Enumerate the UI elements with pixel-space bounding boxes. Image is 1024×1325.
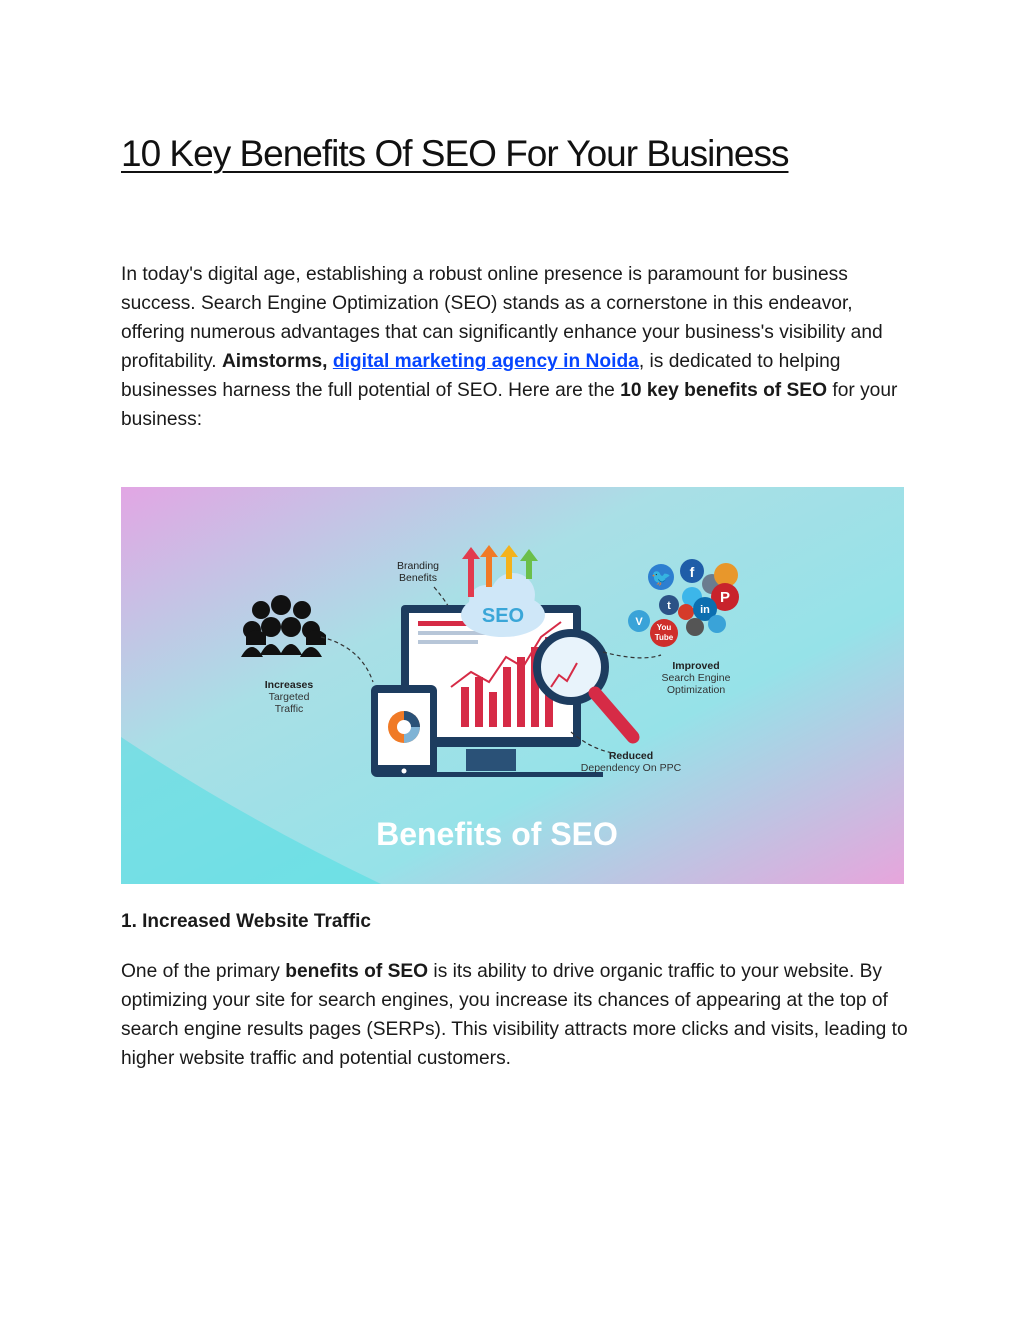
section-1-bold: benefits of SEO [285,961,429,982]
svg-text:in: in [700,604,710,616]
page-title: 10 Key Benefits Of SEO For Your Business [121,133,789,174]
improved-label: Improved [672,660,720,672]
optimization-label: Optimization [666,684,726,696]
agency-link[interactable]: digital marketing agency in Noida [332,351,639,372]
branding-label: Branding [396,560,440,572]
intro-text-2: , is dedicated to helping businesses harness the full potential of SEO. Here are the [121,351,841,401]
tablet-pie-icon [371,685,437,777]
dependency-label: Dependency On PPC [580,762,682,774]
traffic-label: Traffic [274,703,304,715]
targeted-label: Targeted [268,691,310,703]
reduced-label: Reduced [608,750,654,762]
intro-text-3: for your business: [121,380,898,430]
svg-text:t: t [667,600,671,612]
youtube-tube-label: Tube [654,633,674,642]
brand-name: Aimstorms, [221,351,328,372]
image-caption: Benefits of SEO [376,816,618,852]
svg-text:V: V [635,616,643,628]
intro-text: In today's digital age, establishing a robust online presence is paramount for business success. Search Engine Optimization (SEO) stands as a cornerstone in this endeavor, offering numerous advantages that can significantly enhance your business's visibility and profitability. [121,264,883,372]
svg-text:🐦: 🐦 [651,570,671,587]
section-1-heading: 1. Increased Website Traffic [121,911,371,932]
increases-label: Increases [264,679,314,691]
svg-text:P: P [719,589,731,606]
search-engine-label: Search Engine [661,672,731,684]
youtube-you-label: You [656,623,672,632]
svg-text:f: f [689,564,695,580]
benefits-label: Benefits [399,572,437,584]
section-1-text: One of the primary [121,961,286,982]
section-1-paragraph [121,957,911,1073]
section-1-text-2: is its ability to drive organic traffic to your website. By optimizing your site for search engines, you increase its chances of appearing at the top of search engine results pages (SERPs). This visibility attracts more clicks and visits, leading to higher website traffic and potential customers. [121,961,908,1069]
seo-cloud-label: SEO [481,605,525,627]
key-benefits-bold: 10 key benefits of SEO [620,380,828,401]
intro-paragraph [121,260,921,434]
benefits-of-seo-image [121,487,904,884]
